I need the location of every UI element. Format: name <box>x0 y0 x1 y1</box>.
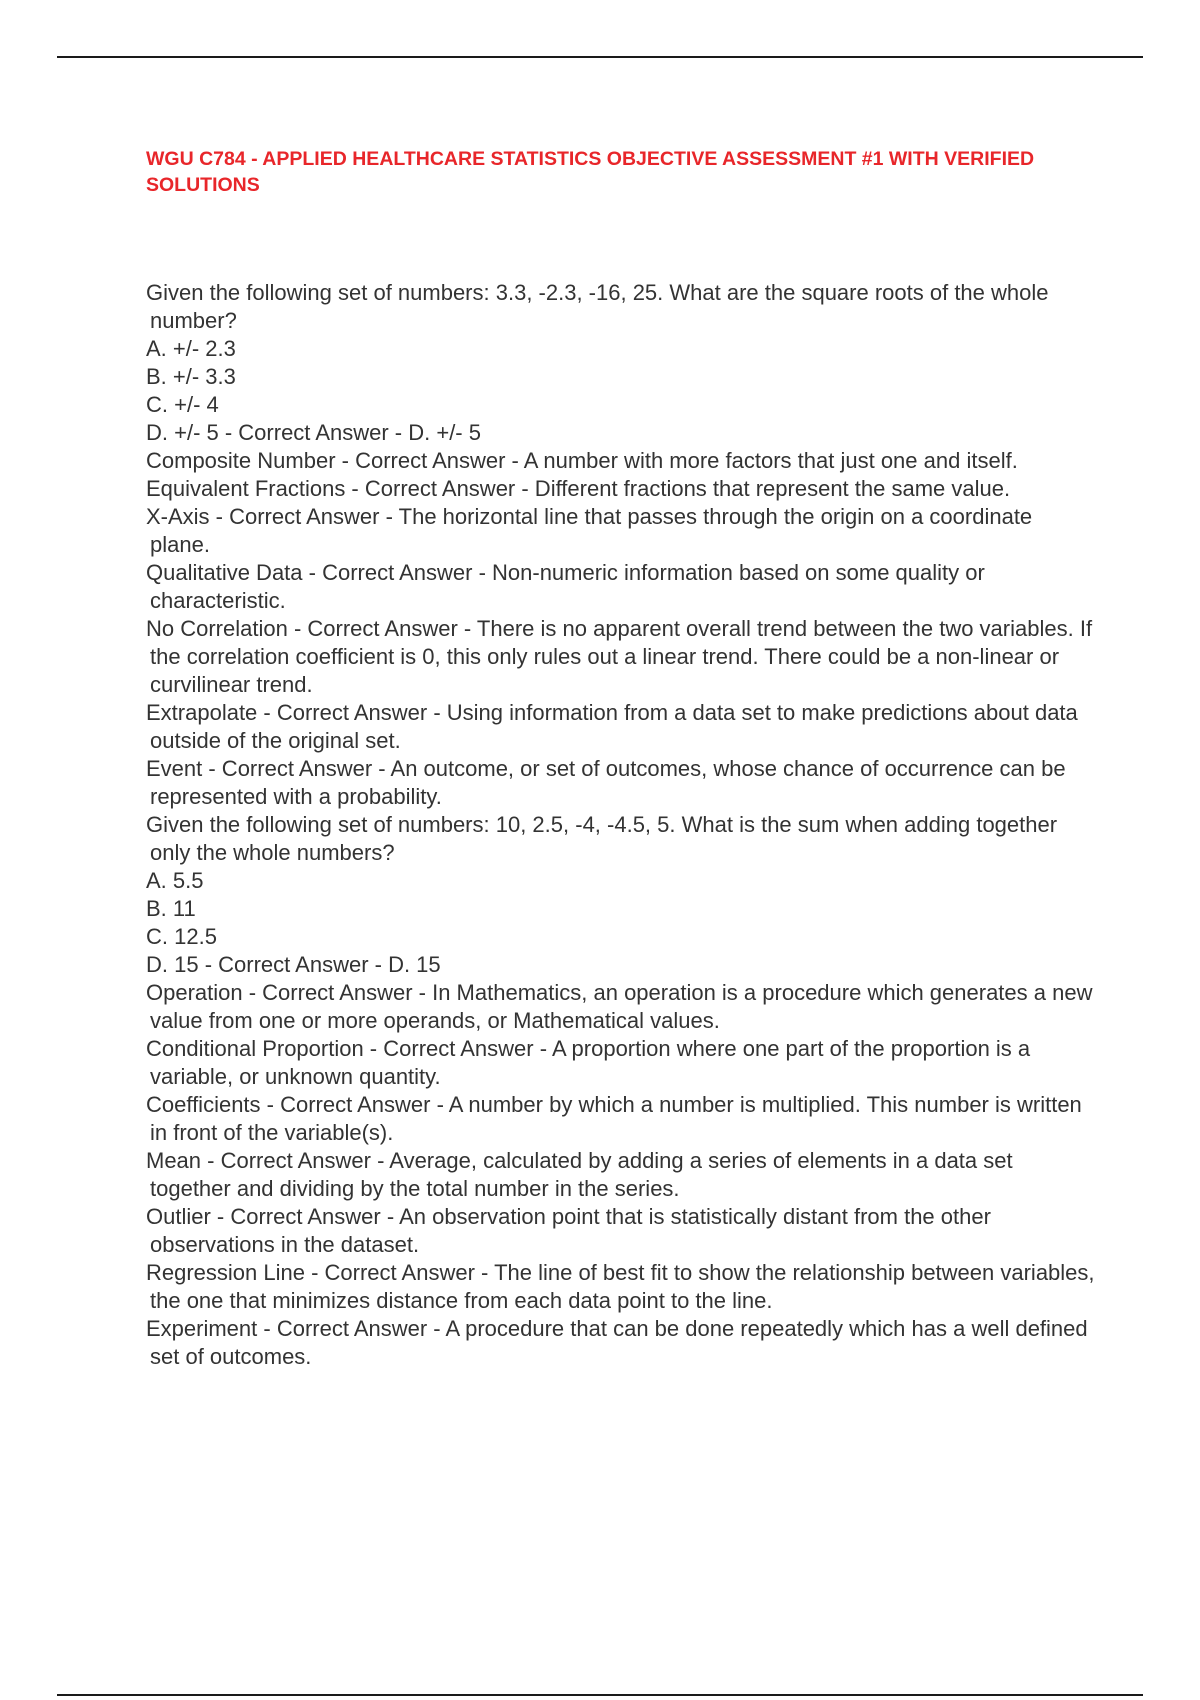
term-outlier: Outlier - Correct Answer - An observation point that is statistically distant from the other observations in the dataset. <box>146 1204 991 1257</box>
document-title: WGU C784 - APPLIED HEALTHCARE STATISTICS OBJECTIVE ASSESSMENT #1 WITH VERIFIED SOLUTIONS <box>146 148 1035 196</box>
term-no-correlation: No Correlation - Correct Answer - There is no apparent overall trend between the two variables. If the correlation coefficient is 0, this only rules out a linear trend. There could be a non-linear or curvilinear trend. <box>146 616 1093 697</box>
term-composite-number: Composite Number - Correct Answer - A number with more factors that just one and itself. <box>146 448 1018 473</box>
term-qualitative-data: Qualitative Data - Correct Answer - Non-numeric information based on some quality or characteristic. <box>146 560 985 613</box>
term-coefficients: Coefficients - Correct Answer - A number by which a number is multiplied. This number is written in front of the variable(s). <box>146 1092 1082 1145</box>
document-body <box>146 279 1096 1371</box>
option-2b: B. 11 <box>146 896 196 921</box>
option-1a: A. +/- 2.3 <box>146 336 236 361</box>
question-1: Given the following set of numbers: 3.3, -2.3, -16, 25. What are the square roots of the whole number? <box>146 280 1049 333</box>
option-1d-answer: D. +/- 5 - Correct Answer - D. +/- 5 <box>146 420 481 445</box>
term-extrapolate: Extrapolate - Correct Answer - Using information from a data set to make predictions about data outside of the original set. <box>146 700 1078 753</box>
option-1c: C. +/- 4 <box>146 392 219 417</box>
top-rule <box>57 56 1143 58</box>
option-1b: B. +/- 3.3 <box>146 364 236 389</box>
question-2: Given the following set of numbers: 10, 2.5, -4, -4.5, 5. What is the sum when adding together only the whole numbers? <box>146 812 1058 865</box>
term-x-axis: X-Axis - Correct Answer - The horizontal line that passes through the origin on a coordinate plane. <box>146 504 1033 557</box>
term-regression-line: Regression Line - Correct Answer - The line of best fit to show the relationship between variables, the one that minimizes distance from each data point to the line. <box>146 1260 1095 1313</box>
option-2d-answer: D. 15 - Correct Answer - D. 15 <box>146 952 441 977</box>
term-experiment: Experiment - Correct Answer - A procedure that can be done repeatedly which has a well defined set of outcomes. <box>146 1316 1088 1369</box>
term-event: Event - Correct Answer - An outcome, or set of outcomes, whose chance of occurrence can be represented with a probability. <box>146 756 1066 809</box>
term-conditional-proportion: Conditional Proportion - Correct Answer - A proportion where one part of the proportion is a variable, or unknown quantity. <box>146 1036 1031 1089</box>
bottom-rule <box>57 1694 1143 1696</box>
option-2c: C. 12.5 <box>146 924 217 949</box>
term-mean: Mean - Correct Answer - Average, calculated by adding a series of elements in a data set together and dividing by the total number in the series. <box>146 1148 1013 1201</box>
term-operation: Operation - Correct Answer - In Mathematics, an operation is a procedure which generates a new value from one or more operands, or Mathematical values. <box>146 980 1093 1033</box>
term-equivalent-fractions: Equivalent Fractions - Correct Answer - Different fractions that represent the same value. <box>146 476 1011 501</box>
option-2a: A. 5.5 <box>146 868 204 893</box>
